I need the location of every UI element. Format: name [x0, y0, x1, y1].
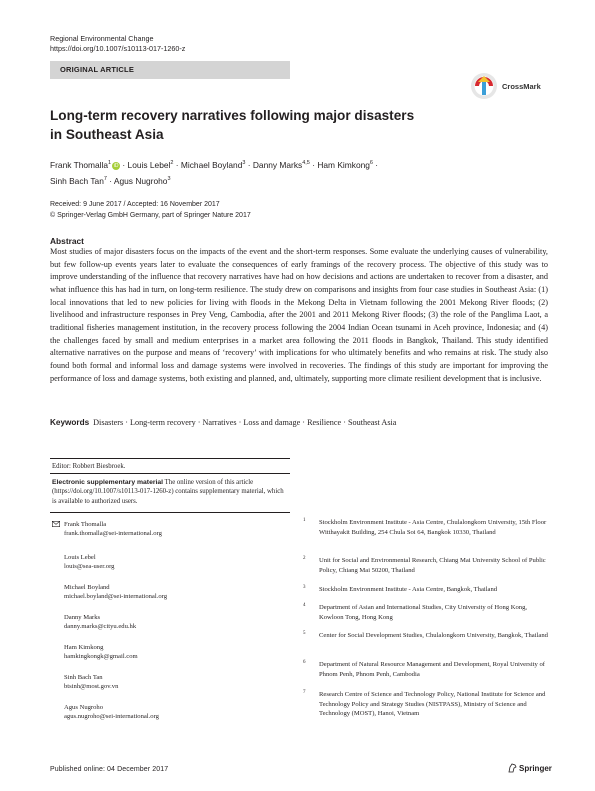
affiliation-text: Research Centre of Science and Technology Policy, National Institute for Science and Technology Policy and Strategy Studies (NISTPASS), Ministry of Science and Technology (MOST), Hanoi, Vietnam	[319, 691, 546, 718]
contact-name: Frank Thomalla	[64, 521, 107, 528]
author-name[interactable]: Michael Boyland	[180, 159, 243, 170]
contact-email[interactable]: agus.nugroho@sei-international.org	[64, 713, 159, 720]
affiliation-text: Department of Asian and International Studies, City University of Hong Kong, Kowloon Tong, Hong Kong	[319, 604, 528, 621]
affiliation-number: 7	[303, 690, 306, 695]
published-online: Published online: 04 December 2017	[50, 766, 169, 773]
author-affil-sup: 2	[170, 160, 174, 166]
crossmark-label: CrossMark	[502, 82, 541, 91]
author-name[interactable]: Sinh Bach Tan	[50, 175, 104, 186]
divider	[50, 473, 290, 474]
contact-email[interactable]: michael.boyland@sei-international.org	[64, 593, 167, 600]
author-name[interactable]: Ham Kimkong	[317, 159, 370, 170]
author-affil-sup: 4,5	[302, 160, 310, 166]
article-dates	[50, 200, 350, 221]
author-name[interactable]: Louis Lebel	[127, 159, 171, 170]
affiliation-number: 6	[303, 660, 306, 665]
affiliation-text: Department of Natural Resource Management and Development, Royal University of Phnom Penh, Phnom Penh, Cambodia	[319, 661, 545, 678]
received-accepted: Received: 9 June 2017 / Accepted: 16 November 2017	[50, 201, 220, 208]
keywords-label: Keywords	[50, 418, 90, 427]
author-affil-sup: 3	[242, 160, 246, 166]
author-name[interactable]: Agus Nugroho	[113, 175, 168, 186]
author-affil-sup: 7	[103, 175, 107, 182]
author-line-2: Sinh Bach Tan$^7$ · Agus Nugroho$^3$	[50, 175, 171, 186]
contact-entry	[64, 553, 114, 571]
esm-text: The online version of this article (https://doi.org/10.1007/s10113-017-1260-z) contains supplementary material, which is available to authorized users.	[52, 479, 284, 505]
contact-name: Sinh Bach Tan	[64, 674, 103, 681]
author-name[interactable]: Danny Marks	[252, 159, 303, 170]
springer-horse-icon	[508, 763, 517, 773]
title-line-1: Long-term recovery narratives following major disasters	[50, 108, 415, 123]
envelope-icon	[52, 521, 60, 527]
abstract-heading: Abstract	[50, 236, 84, 246]
contact-email[interactable]: hamkingkongk@gmail.com	[64, 653, 138, 660]
esm-label: Electronic supplementary material	[52, 479, 164, 486]
affiliation-text: Center for Social Development Studies, Chulalongkorn University, Bangkok, Thailand	[319, 632, 548, 639]
affiliation-text: Stockholm Environment Institute - Asia Centre, Bangkok, Thailand	[319, 586, 498, 593]
article-title	[50, 106, 470, 144]
contact-entry	[64, 583, 167, 601]
contact-entry	[64, 673, 118, 691]
author-affil-sup: 1	[108, 160, 112, 166]
article-type-band	[50, 61, 290, 79]
contact-entry	[64, 613, 136, 631]
title-line-2: in Southeast Asia	[50, 127, 164, 142]
affiliation-text: Unit for Social and Environmental Research, Chiang Mai University School of Public Policy, Chiang Mai 50200, Thailand	[319, 557, 546, 574]
publisher-name: Springer	[519, 764, 552, 773]
divider	[50, 458, 290, 459]
contact-email[interactable]: danny.marks@cityu.edu.hk	[64, 623, 137, 630]
author-affil-sup: 6	[369, 160, 373, 166]
contact-name: Agus Nugroho	[64, 704, 104, 711]
abstract-text: Most studies of major disasters focus on the impacts of the event and the short-term responses. Some evaluate the underlying causes of vulnerability, but few follow-up events years later to evaluate the consequences of early framings of the recovery process. The objective of this study was to improve understanding of the influence that recovery narratives have had on how decisions and actions are undertaken to recover from a disaster, and what influence this has had in turn, on long-term resilience. The study drew on comparisons and insights from four case studies in Southeast Asia: (1) local innovations that led to new policies for living with floods in the Mekong Delta in Vietnam following the 2001 Mekong River floods; (2) livelihood and infrastructure responses in Prey Veng, Cambodia, after the 2001 and 2011 Mekong River floods; (3) the role of the Panglima Laot, a traditional fisheries management institution, in the recovery process following the 2004 Indian Ocean tsunami in Aceh province, Indonesia; and (4) the challenges faced by small and medium enterprises in a market area following the 2011 floods in Bangkok, Thailand. This study identified alternative narratives on the purpose and means of ‘recovery’ with implications for who ultimately benefits and who remains at risk. The study also found both formal and informal loss and damage systems were involved in recoveries. The findings of this study are important for improving the performance of loss and damage systems, both existing and planned, and, ultimately, supporting more climate resilient development that is inclusive.	[50, 247, 548, 383]
orcid-icon[interactable]: iD	[113, 162, 119, 169]
affiliation-number: 2	[303, 556, 306, 561]
springer-logo	[508, 763, 552, 773]
keywords	[50, 418, 550, 427]
contact-name: Danny Marks	[64, 614, 101, 621]
journal-header	[50, 34, 185, 54]
author-name[interactable]: Frank Thomalla	[50, 159, 109, 170]
contact-email[interactable]: frank.thomalla@sei-international.org	[64, 530, 162, 537]
contact-name: Michael Boyland	[64, 584, 110, 591]
affiliation-number: 5	[303, 631, 306, 636]
editor-note: Editor: Robbert Biesbroek.	[52, 463, 126, 470]
author-line-1: Frank Thomalla$^1$ iD · Louis Lebel$^2$ · Michael Boyland$^3$ · Danny Marks$^{4,5}$ · Ham Kimkong$^6$ ·	[50, 159, 379, 170]
keywords-list: Disasters · Long-term recovery · Narratives · Loss and damage · Resilience · Southeast Asia	[93, 418, 397, 427]
copyright-line: © Springer-Verlag GmbH Germany, part of Springer Nature 2017	[50, 211, 251, 219]
affiliation-number: 3	[303, 585, 306, 590]
crossmark-icon	[470, 72, 498, 100]
author-affil-sup: 3	[167, 175, 171, 182]
affiliation-text: Stockholm Environment Institute - Asia Centre, Chulalongkorn University, 15th Floor Witthayakit Building, 254 Chula Soi 64, Bangkok 10330, Thailand	[319, 519, 547, 536]
contact-entry	[64, 520, 162, 538]
contact-email[interactable]: btsinh@most.gov.vn	[64, 683, 119, 690]
crossmark-badge[interactable]	[470, 72, 550, 102]
esm-note	[52, 478, 288, 506]
contact-name: Louis Lebel	[64, 554, 96, 561]
journal-name: Regional Environmental Change	[50, 34, 154, 43]
affiliation-number: 4	[303, 603, 306, 608]
affiliation-number: 1	[303, 518, 306, 523]
contact-email[interactable]: louis@sea-user.org	[64, 563, 115, 570]
contact-name: Ham Kimkong	[64, 644, 104, 651]
doi-link[interactable]: https://doi.org/10.1007/s10113-017-1260-z	[50, 44, 186, 53]
divider	[50, 512, 290, 513]
contact-entry	[64, 643, 138, 661]
article-type-label: ORIGINAL ARTICLE	[60, 65, 135, 74]
contact-entry	[64, 703, 159, 721]
author-list	[50, 156, 470, 188]
